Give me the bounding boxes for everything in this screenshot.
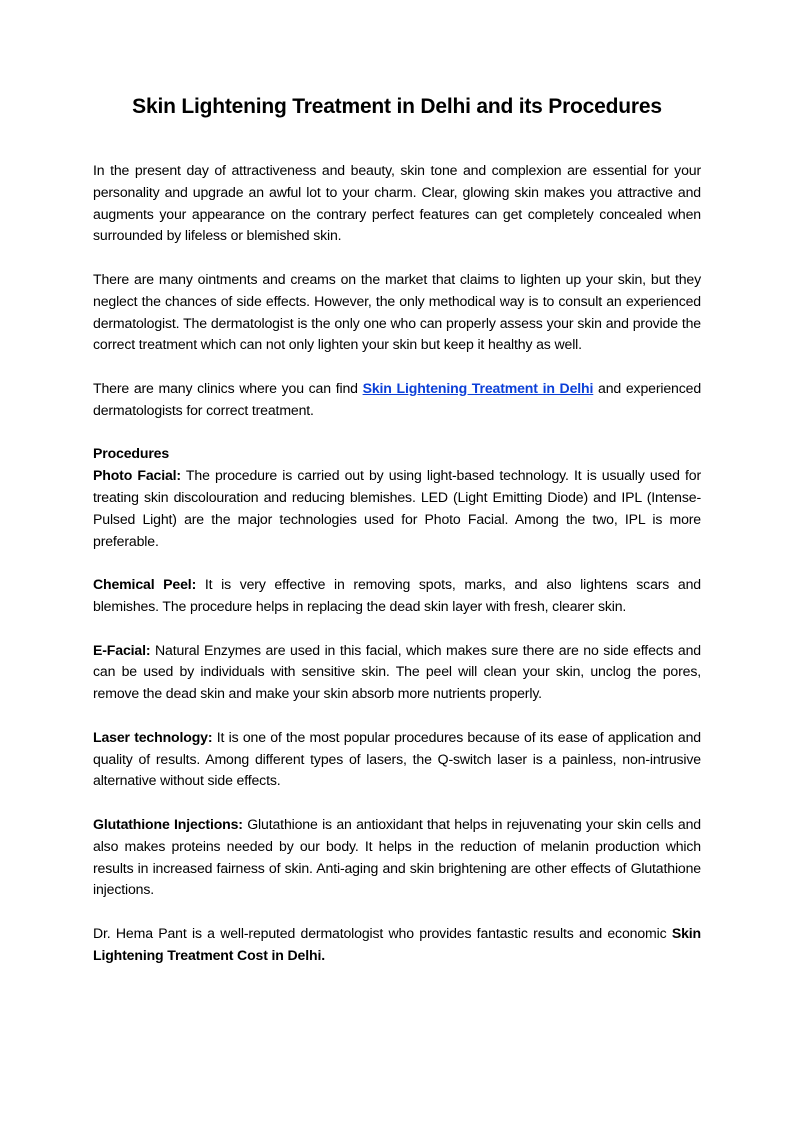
- procedure-chemical-peel: [93, 574, 701, 618]
- procedure-term: Photo Facial:: [93, 467, 181, 484]
- intro-paragraph-2: There are many ointments and creams on the market that claims to lighten up your skin, but they neglect the chances of side effects. However, the only methodical way is to consult an experienced dermatologist. The dermatologist is the only one who can properly assess your skin and provide the correct treatment which can not only lighten your skin but keep it healthy as well.: [93, 270, 701, 353]
- procedure-description: Glutathione is an antioxidant that helps in rejuvenating your skin cells and also makes proteins needed by our body. It helps in the reduction of melanin production which results in increased fairness of skin. Anti-aging and skin brightening are other effects of Glutathione injections.: [93, 815, 701, 898]
- procedures-heading: Procedures: [93, 445, 170, 462]
- procedure-term: Chemical Peel:: [93, 576, 197, 593]
- intro-paragraph-1: In the present day of attractiveness and beauty, skin tone and complexion are essential for your personality and upgrade an awful lot to your charm. Clear, glowing skin makes you attractive and augments your appearance on the contrary perfect features can get completely concealed when surrounded by lifeless or blemished skin.: [93, 162, 701, 244]
- procedure-laser-technology: [93, 727, 701, 792]
- procedure-e-facial: [93, 640, 701, 705]
- clinics-paragraph: [93, 378, 701, 422]
- procedure-term: Laser technology:: [93, 728, 213, 745]
- procedure-description: It is very effective in removing spots, marks, and also lightens scars and blemishes. The procedure helps in replacing the dead skin layer with fresh, clearer skin.: [93, 576, 701, 614]
- skin-lightening-treatment-link[interactable]: Skin Lightening Treatment in Delhi: [362, 379, 594, 396]
- procedure-description: Natural Enzymes are used in this facial, which makes sure there are no side effects and can be used by individuals with sensitive skin. The peel will clean your skin, unclog the pores, remove the dead skin and make your skin absorb more nutrients properly.: [93, 641, 701, 702]
- procedure-glutathione-injections: [93, 814, 701, 901]
- procedure-description: The procedure is carried out by using light-based technology. It is usually used for treating skin discolouration and reducing blemishes. LED (Light Emitting Diode) and IPL (Intense-Pulsed Light) are the major technologies used for Photo Facial. Among the two, IPL is more preferable.: [93, 467, 701, 549]
- procedure-term: Glutathione Injections:: [93, 815, 243, 832]
- procedure-term: E-Facial:: [93, 641, 151, 658]
- closing-text: Dr. Hema Pant is a well-reputed dermatologist who provides fantastic results and economic: [93, 924, 672, 941]
- document-page: [93, 92, 701, 966]
- page-title: Skin Lightening Treatment in Delhi and its Procedures: [132, 95, 662, 118]
- procedure-photo-facial: [93, 465, 701, 552]
- clinics-text-before: There are many clinics where you can find: [93, 379, 363, 396]
- clinics-text-after: and experienced dermatologists for correct treatment.: [93, 379, 702, 418]
- closing-paragraph: [93, 923, 701, 967]
- procedure-description: It is one of the most popular procedures because of its ease of application and quality of results. Among different types of lasers, the Q-switch laser is a painless, non-intrusive alternative without side effects.: [93, 728, 701, 789]
- closing-bold-text: Skin Lightening Treatment Cost in Delhi.: [93, 924, 701, 963]
